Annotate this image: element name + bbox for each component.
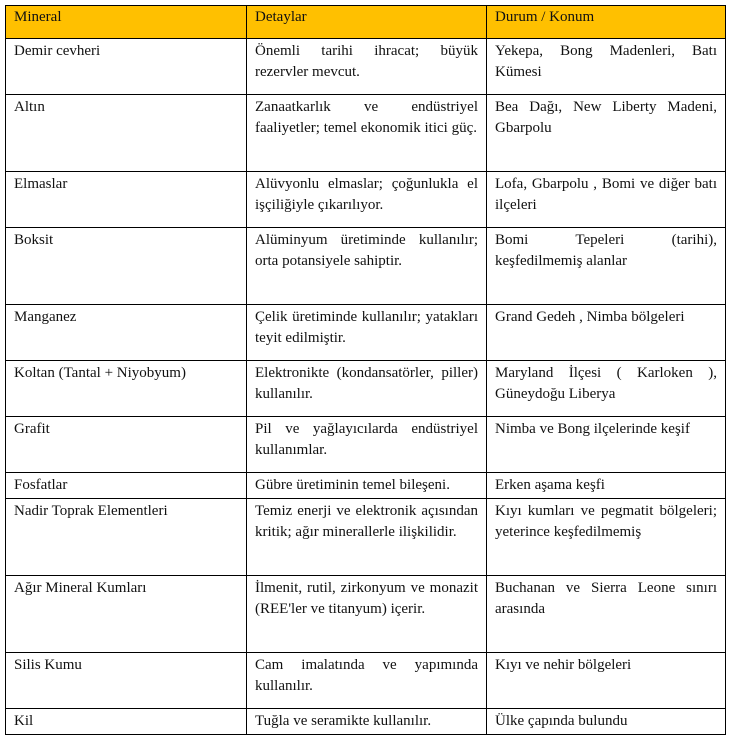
details-cell: Elektronikte (kondansatörler, piller) kullanılır. — [247, 361, 487, 417]
status-cell: Kıyı ve nehir bölgeleri — [487, 653, 726, 709]
table-row — [6, 576, 726, 653]
header-row — [6, 6, 726, 39]
minerals-table — [5, 5, 726, 735]
details-cell: Tuğla ve seramikte kullanılır. — [247, 709, 487, 735]
mineral-cell: Silis Kumu — [6, 653, 247, 709]
status-cell: Buchanan ve Sierra Leone sınırı arasında — [487, 576, 726, 653]
details-cell: Çelik üretiminde kullanılır; yatakları teyit edilmiştir. — [247, 305, 487, 361]
table-row — [6, 305, 726, 361]
mineral-cell: Manganez — [6, 305, 247, 361]
table-row — [6, 417, 726, 473]
status-cell: Kıyı kumları ve pegmatit bölgeleri; yeterince keşfedilmemiş — [487, 499, 726, 576]
details-cell: Alüminyum üretiminde kullanılır; orta potansiyele sahiptir. — [247, 228, 487, 305]
status-cell: Bomi Tepeleri (tarihi), keşfedilmemiş alanlar — [487, 228, 726, 305]
details-cell: Temiz enerji ve elektronik açısından kritik; ağır minerallerle ilişkilidir. — [247, 499, 487, 576]
mineral-cell: Boksit — [6, 228, 247, 305]
mineral-cell: Grafit — [6, 417, 247, 473]
table-row — [6, 653, 726, 709]
mineral-cell: Koltan (Tantal + Niyobyum) — [6, 361, 247, 417]
mineral-cell: Demir cevheri — [6, 39, 247, 95]
details-cell: İlmenit, rutil, zirkonyum ve monazit (REE'ler ve titanyum) içerir. — [247, 576, 487, 653]
details-cell: Pil ve yağlayıcılarda endüstriyel kullanımlar. — [247, 417, 487, 473]
status-cell: Nimba ve Bong ilçelerinde keşif — [487, 417, 726, 473]
status-cell: Erken aşama keşfi — [487, 473, 726, 499]
table-row — [6, 228, 726, 305]
details-cell: Zanaatkarlık ve endüstriyel faaliyetler; temel ekonomik itici güç. — [247, 95, 487, 172]
mineral-cell: Elmaslar — [6, 172, 247, 228]
mineral-cell: Altın — [6, 95, 247, 172]
table-row — [6, 95, 726, 172]
details-cell: Önemli tarihi ihracat; büyük rezervler mevcut. — [247, 39, 487, 95]
status-cell: Yekepa, Bong Madenleri, Batı Kümesi — [487, 39, 726, 95]
details-cell: Alüvyonlu elmaslar; çoğunlukla el işçiliğiyle çıkarılıyor. — [247, 172, 487, 228]
header-mineral: Mineral — [6, 6, 247, 39]
table-row — [6, 172, 726, 228]
details-cell: Gübre üretiminin temel bileşeni. — [247, 473, 487, 499]
details-cell: Cam imalatında ve yapımında kullanılır. — [247, 653, 487, 709]
status-cell: Grand Gedeh , Nimba bölgeleri — [487, 305, 726, 361]
mineral-cell: Nadir Toprak Elementleri — [6, 499, 247, 576]
status-cell: Bea Dağı, New Liberty Madeni, Gbarpolu — [487, 95, 726, 172]
status-cell: Maryland İlçesi ( Karloken ), Güneydoğu Liberya — [487, 361, 726, 417]
table-row — [6, 499, 726, 576]
mineral-cell: Fosfatlar — [6, 473, 247, 499]
header-status: Durum / Konum — [487, 6, 726, 39]
status-cell: Ülke çapında bulundu — [487, 709, 726, 735]
table-row — [6, 361, 726, 417]
mineral-cell: Ağır Mineral Kumları — [6, 576, 247, 653]
table-row — [6, 473, 726, 499]
table-row — [6, 709, 726, 735]
status-cell: Lofa, Gbarpolu , Bomi ve diğer batı ilçeleri — [487, 172, 726, 228]
header-details: Detaylar — [247, 6, 487, 39]
table-row — [6, 39, 726, 95]
mineral-cell: Kil — [6, 709, 247, 735]
